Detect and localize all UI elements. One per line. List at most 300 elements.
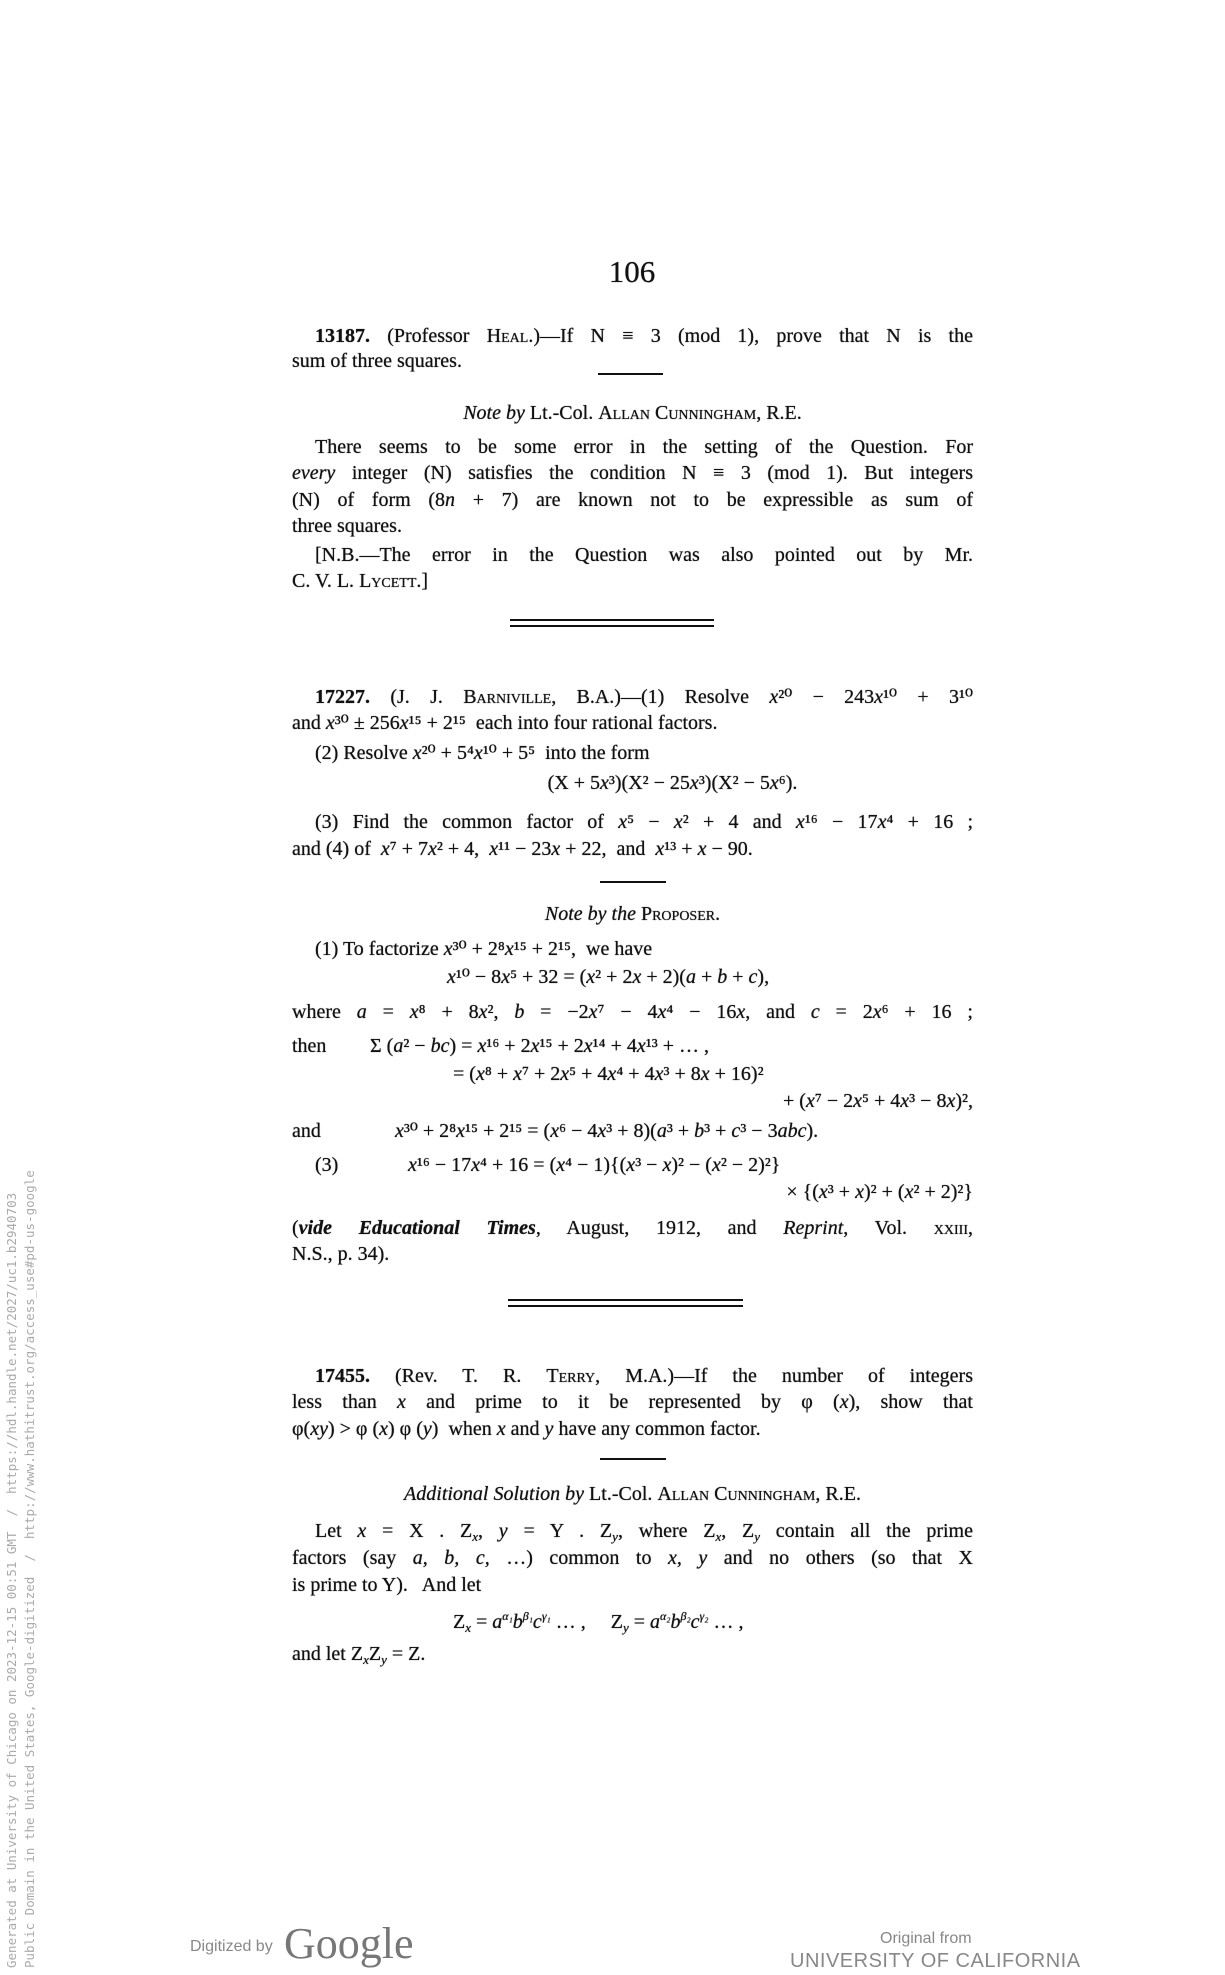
text-line bbox=[292, 1416, 973, 1442]
text-segment: x bbox=[632, 966, 642, 988]
text-segment: y bbox=[498, 1520, 508, 1542]
short-rule bbox=[600, 881, 666, 883]
text-segment: bc bbox=[430, 1035, 450, 1057]
text-segment: ³)(X² − 25 bbox=[608, 772, 690, 794]
question-number: 13187. bbox=[315, 325, 370, 347]
text-segment: ⁴ + 16 = ( bbox=[480, 1154, 557, 1176]
text-segment: x bbox=[380, 838, 390, 860]
author-name: Lycett bbox=[359, 570, 417, 592]
text-segment: ¹³ + bbox=[664, 838, 698, 860]
text-segment: − 90. bbox=[706, 838, 753, 860]
text-segment: .] bbox=[416, 570, 429, 592]
text-line bbox=[292, 487, 973, 513]
author-name: Allan Cunningham bbox=[657, 1483, 816, 1505]
text-line bbox=[292, 1389, 973, 1415]
text-segment: y bbox=[422, 1418, 432, 1440]
text-line bbox=[315, 1152, 395, 1178]
text-segment: (X + 5 bbox=[547, 772, 600, 794]
text-segment: ² − bbox=[403, 1035, 431, 1057]
text-line bbox=[292, 348, 973, 374]
text-line bbox=[292, 1118, 372, 1144]
text-segment: , Z bbox=[721, 1520, 755, 1542]
text-segment: x bbox=[379, 1418, 389, 1440]
text-segment: , Vol. bbox=[843, 1217, 934, 1239]
text-segment: every bbox=[292, 462, 336, 484]
text-segment: x bbox=[711, 1154, 721, 1176]
text-segment: x bbox=[428, 838, 437, 860]
text-segment: (J. J. bbox=[370, 686, 464, 708]
text-segment: x, y bbox=[667, 1547, 708, 1569]
double-rule-top bbox=[510, 619, 714, 621]
text-line bbox=[292, 999, 973, 1025]
text-segment: + bbox=[695, 966, 718, 988]
text-segment: a bbox=[393, 1035, 404, 1057]
text-segment: ⁶ + 16 ; bbox=[881, 1001, 973, 1023]
text-segment: ³ + bbox=[666, 1120, 695, 1142]
text-segment: ⁴ − 16 bbox=[666, 1001, 737, 1023]
text-segment: x bbox=[496, 1418, 506, 1440]
text-segment: x bbox=[855, 1181, 864, 1203]
text-line bbox=[447, 964, 967, 990]
text-segment: x bbox=[900, 1090, 910, 1112]
text-segment: ³ + 8)( bbox=[606, 1120, 657, 1142]
text-segment: ³)(X² − 5 bbox=[698, 772, 770, 794]
text-segment: x bbox=[655, 838, 665, 860]
text-segment: c bbox=[810, 1001, 820, 1023]
text-segment: x bbox=[654, 1063, 664, 1085]
text-segment: x bbox=[599, 772, 609, 794]
text-segment: x bbox=[471, 1154, 481, 1176]
text-segment: = bbox=[471, 1611, 493, 1633]
text-line bbox=[315, 740, 973, 766]
text-line bbox=[315, 684, 973, 710]
text-segment: ¹⁵ + 2¹⁵ = ( bbox=[465, 1120, 551, 1142]
text-segment: γ₂ bbox=[699, 1609, 709, 1623]
text-line bbox=[453, 1609, 973, 1635]
text-segment: x bbox=[363, 1652, 369, 1667]
text-segment: . bbox=[715, 903, 721, 925]
text-segment: ), show that bbox=[848, 1391, 973, 1413]
text-segment: and let Z bbox=[292, 1643, 364, 1665]
text-segment: x bbox=[689, 772, 699, 794]
text-segment: ¹⁶ − 17 bbox=[416, 1154, 472, 1176]
text-segment: ⁴ + 16 ; bbox=[886, 811, 974, 833]
watermark-line-1: Generated at University of Chicago on 2023-12-15 00:51 GMT / https://hdl.handle.net/2027/uc1.b2940703 bbox=[4, 1192, 19, 1968]
text-line bbox=[370, 1033, 970, 1059]
text-segment: ⁵ + 4 bbox=[569, 1063, 608, 1085]
text-segment: (N) of form (8 bbox=[292, 489, 446, 511]
text-segment: have any common factor. bbox=[553, 1418, 761, 1440]
text-line bbox=[292, 1241, 973, 1267]
text-segment: x bbox=[795, 811, 805, 833]
text-segment: Σ ( bbox=[370, 1035, 394, 1057]
text-segment: γ₁ bbox=[541, 1609, 551, 1623]
text-segment: is prime to Y). And let bbox=[292, 1574, 482, 1596]
text-segment: x bbox=[946, 1090, 956, 1112]
question-number: 17227. bbox=[315, 686, 370, 708]
text-segment: ( bbox=[292, 1217, 299, 1239]
text-segment: x bbox=[408, 1154, 417, 1176]
text-segment: + ( bbox=[783, 1090, 806, 1112]
text-segment: (Professor bbox=[370, 325, 487, 347]
text-segment: …) common to bbox=[489, 1547, 668, 1569]
text-segment: ). bbox=[806, 1120, 819, 1142]
text-segment: ¹⁰ + 5⁵ into the form bbox=[482, 742, 650, 764]
text-line bbox=[395, 1118, 975, 1144]
text-segment: + 22, and bbox=[560, 838, 656, 860]
text-segment: ², bbox=[487, 1001, 515, 1023]
text-segment: = bbox=[628, 1611, 650, 1633]
text-segment: vide Educational Times bbox=[298, 1217, 536, 1239]
text-segment: x bbox=[583, 1035, 593, 1057]
text-segment: contain all the prime bbox=[760, 1520, 973, 1542]
text-segment: ⁸ + 8 bbox=[418, 1001, 479, 1023]
text-segment: ³⁰ + 2⁸ bbox=[452, 938, 505, 960]
text-segment: , R.E. bbox=[815, 1483, 861, 1505]
text-segment: x bbox=[409, 1001, 419, 1023]
text-segment: where bbox=[292, 1001, 357, 1023]
digitized-by-label: Digitized by bbox=[190, 1938, 273, 1955]
text-segment: x bbox=[597, 1120, 607, 1142]
text-segment: ³ + bbox=[827, 1181, 856, 1203]
author-name: Barniville bbox=[463, 686, 552, 708]
text-segment: There seems to be some error in the setting of the Question. For bbox=[315, 436, 973, 458]
text-segment: x bbox=[673, 811, 683, 833]
text-segment: φ( bbox=[292, 1418, 311, 1440]
text-segment: (Rev. T. R. bbox=[370, 1365, 547, 1387]
text-segment: = X . Z bbox=[366, 1520, 473, 1542]
text-segment: a, b, c, bbox=[412, 1547, 490, 1569]
text-line bbox=[292, 901, 973, 927]
author-name: Allan Cunningham bbox=[598, 402, 757, 424]
text-segment: x bbox=[477, 1035, 487, 1057]
text-line bbox=[292, 1088, 973, 1114]
text-segment: x bbox=[447, 966, 456, 988]
text-segment: x bbox=[818, 1181, 828, 1203]
author-name: xxiii bbox=[933, 1217, 968, 1239]
text-segment: ² + 4, bbox=[436, 838, 490, 860]
text-line bbox=[315, 323, 973, 349]
text-line bbox=[292, 1481, 973, 1507]
text-segment: b bbox=[694, 1120, 705, 1142]
text-segment: , B.A.)—(1) Resolve bbox=[551, 686, 770, 708]
text-segment: = Y . Z bbox=[507, 1520, 613, 1542]
text-segment: ¹⁴ + 4 bbox=[592, 1035, 637, 1057]
original-from-label: Original from bbox=[880, 1930, 972, 1947]
text-segment: x bbox=[586, 966, 596, 988]
text-segment: ) when bbox=[431, 1418, 497, 1440]
text-segment: y bbox=[754, 1529, 761, 1544]
text-segment: ⁶ − 4 bbox=[559, 1120, 598, 1142]
text-segment: x bbox=[872, 1001, 882, 1023]
text-segment: ³ + 8 bbox=[663, 1063, 701, 1085]
text-segment: then bbox=[292, 1035, 327, 1057]
text-segment: abc bbox=[777, 1120, 807, 1142]
text-segment: x bbox=[662, 1154, 672, 1176]
text-segment: ³⁰ + 2⁸ bbox=[403, 1120, 457, 1142]
text-line bbox=[315, 936, 973, 962]
text-segment: b bbox=[717, 966, 728, 988]
text-segment: x bbox=[412, 742, 422, 764]
text-segment: Z bbox=[368, 1643, 382, 1665]
text-segment: ¹⁵ + 2¹⁵, we have bbox=[513, 938, 653, 960]
text-segment: x bbox=[473, 742, 483, 764]
text-segment: , August, 1912, and bbox=[535, 1217, 784, 1239]
author-name: Terry bbox=[546, 1365, 596, 1387]
text-line bbox=[292, 460, 973, 486]
text-segment: and bbox=[292, 1120, 321, 1142]
page-number: 106 bbox=[608, 254, 656, 289]
text-segment: ⁵ + 4 bbox=[862, 1090, 901, 1112]
text-segment: ¹⁶ + 2 bbox=[486, 1035, 531, 1057]
text-segment: ¹¹ − 23 bbox=[498, 838, 552, 860]
text-line bbox=[292, 568, 973, 594]
text-line bbox=[315, 1518, 973, 1544]
text-segment: ²⁰ + 5⁴ bbox=[421, 742, 474, 764]
text-segment: and no others (so that X bbox=[707, 1547, 973, 1569]
text-segment: Z bbox=[453, 1611, 466, 1633]
text-segment: α₂ bbox=[660, 1609, 671, 1623]
text-segment: ¹⁰ − 8 bbox=[455, 966, 502, 988]
text-segment: ³ − 8 bbox=[909, 1090, 947, 1112]
text-segment: x bbox=[475, 1063, 485, 1085]
text-segment: x bbox=[700, 1063, 710, 1085]
text-segment: x bbox=[530, 1035, 540, 1057]
text-segment: x bbox=[501, 966, 511, 988]
text-segment: ³ + bbox=[704, 1120, 732, 1142]
text-segment: ¹³ + … , bbox=[645, 1035, 710, 1057]
text-line bbox=[292, 1215, 973, 1241]
text-segment: x bbox=[357, 1520, 367, 1542]
text-segment: × {( bbox=[786, 1181, 819, 1203]
text-segment: + 2)( bbox=[641, 966, 686, 988]
text-segment: … , bbox=[708, 1611, 744, 1633]
text-segment: ⁶). bbox=[778, 772, 798, 794]
watermark-line-2: Public Domain in the United States, Google-digitized / http://www.hathitrust.org/access_use#pd-us-google bbox=[22, 1170, 37, 1968]
text-segment: = Z. bbox=[386, 1643, 426, 1665]
text-segment: x bbox=[769, 686, 779, 708]
text-segment: )² − ( bbox=[671, 1154, 712, 1176]
text-line bbox=[292, 836, 973, 862]
text-segment: α₁ bbox=[502, 1609, 513, 1623]
text-segment: y bbox=[544, 1418, 554, 1440]
text-segment: ² + 4 and bbox=[682, 811, 796, 833]
text-line bbox=[315, 434, 973, 460]
text-segment: [N.B.—The error in the Question was also pointed out by Mr. bbox=[315, 544, 973, 566]
text-segment: x bbox=[839, 1391, 849, 1413]
text-segment: ⁷ + 2 bbox=[522, 1063, 561, 1085]
text-segment: .)—If N ≡ 3 (mod 1), prove that N is the bbox=[528, 325, 973, 347]
text-segment: y bbox=[381, 1652, 387, 1667]
text-segment: x bbox=[588, 1001, 598, 1023]
text-segment: integer (N) satisfies the condition N ≡ 3 (mod 1). But integers bbox=[335, 462, 973, 484]
text-segment: x bbox=[489, 838, 499, 860]
institution-name: UNIVERSITY OF CALIFORNIA bbox=[790, 1950, 1081, 1972]
text-segment: ²⁰ − 243 bbox=[778, 686, 875, 708]
text-segment: , M.A.)—If the number of integers bbox=[595, 1365, 973, 1387]
text-segment: … , Z bbox=[550, 1611, 623, 1633]
text-segment: (3) Find the common factor of bbox=[315, 811, 619, 833]
text-segment: x bbox=[657, 1001, 667, 1023]
text-segment: + 16)² bbox=[709, 1063, 764, 1085]
text-segment: (1) To factorize bbox=[315, 938, 444, 960]
text-line bbox=[315, 1363, 973, 1389]
text-segment: ⁷ − 2 bbox=[814, 1090, 854, 1112]
text-segment: ¹⁵ + 2 bbox=[539, 1035, 584, 1057]
text-segment: N.S., p. 34). bbox=[292, 1243, 390, 1265]
text-segment: ⁵ + 32 = ( bbox=[510, 966, 587, 988]
text-segment: three squares. bbox=[292, 515, 402, 537]
text-segment: x bbox=[550, 1120, 560, 1142]
text-line bbox=[315, 542, 973, 568]
text-segment: β₂ bbox=[680, 1609, 691, 1623]
text-segment: b bbox=[512, 1611, 523, 1633]
text-segment: ) > φ ( bbox=[327, 1418, 380, 1440]
text-segment: x bbox=[626, 1154, 636, 1176]
text-line bbox=[292, 1179, 973, 1205]
text-line bbox=[292, 513, 973, 539]
text-segment: C. V. L. bbox=[292, 570, 360, 592]
text-segment: ⁴ + 4 bbox=[616, 1063, 655, 1085]
text-segment: ² + 2)²} bbox=[913, 1181, 973, 1203]
text-segment: ³ − 3 bbox=[740, 1120, 778, 1142]
text-segment: x bbox=[877, 811, 887, 833]
text-segment: x bbox=[560, 1063, 570, 1085]
text-segment: a bbox=[656, 1120, 667, 1142]
text-segment: ⁵ − bbox=[627, 811, 674, 833]
text-segment: less than bbox=[292, 1391, 397, 1413]
text-line bbox=[332, 770, 1013, 796]
text-segment: x bbox=[607, 1063, 617, 1085]
short-rule bbox=[600, 1458, 666, 1460]
question-number: 17455. bbox=[315, 1365, 370, 1387]
text-segment: β₁ bbox=[522, 1609, 533, 1623]
text-line bbox=[292, 710, 973, 736]
text-line bbox=[292, 1545, 973, 1571]
text-segment: ¹⁶ − 17 bbox=[804, 811, 878, 833]
text-segment: = bbox=[366, 1001, 410, 1023]
double-rule-bottom bbox=[508, 1305, 743, 1307]
text-segment: , bbox=[968, 1217, 973, 1239]
text-line bbox=[292, 400, 973, 426]
text-segment: n bbox=[445, 489, 456, 511]
text-segment: x bbox=[395, 1120, 404, 1142]
text-line bbox=[408, 1152, 978, 1178]
text-segment: y bbox=[612, 1529, 618, 1544]
text-segment: Reprint bbox=[783, 1217, 844, 1239]
text-segment: x bbox=[736, 1001, 746, 1023]
text-segment: ² − 2)²} bbox=[720, 1154, 781, 1176]
text-segment: b bbox=[514, 1001, 525, 1023]
text-segment: and bbox=[292, 712, 326, 734]
text-segment: Note by the bbox=[544, 903, 636, 925]
text-segment: x bbox=[874, 686, 884, 708]
text-segment: Note by bbox=[463, 402, 525, 424]
text-segment: ⁸ + bbox=[484, 1063, 514, 1085]
text-segment: Lt.-Col. bbox=[584, 1483, 658, 1505]
text-segment: factors (say bbox=[292, 1547, 413, 1569]
text-segment: a bbox=[685, 966, 696, 988]
text-segment: x bbox=[769, 772, 779, 794]
author-name: Proposer bbox=[640, 903, 716, 925]
text-segment: x bbox=[399, 712, 409, 734]
text-segment: x bbox=[465, 1620, 471, 1635]
text-segment: ¹⁵ + 2¹⁵ each into four rational factors. bbox=[408, 712, 718, 734]
text-segment: Let bbox=[315, 1520, 358, 1542]
text-segment: ), bbox=[757, 966, 770, 988]
text-segment: (3) bbox=[315, 1154, 339, 1176]
text-segment: b bbox=[670, 1611, 681, 1633]
text-segment: x bbox=[513, 1063, 522, 1085]
text-segment: x bbox=[504, 938, 514, 960]
text-segment: x bbox=[715, 1529, 722, 1544]
text-segment: ) = bbox=[449, 1035, 478, 1057]
text-segment: a bbox=[356, 1001, 367, 1023]
text-segment: + 7) are known not to be expressible as sum of bbox=[455, 489, 973, 511]
text-line bbox=[292, 1033, 372, 1059]
text-segment: x bbox=[697, 838, 707, 860]
text-segment: , R.E. bbox=[756, 402, 802, 424]
author-name: Heal bbox=[486, 325, 529, 347]
text-segment: ³ − bbox=[635, 1154, 663, 1176]
text-segment: x bbox=[636, 1035, 646, 1057]
text-segment: y bbox=[622, 1620, 629, 1635]
text-segment: c bbox=[731, 1120, 741, 1142]
text-segment: x bbox=[904, 1181, 914, 1203]
text-segment: ³⁰ ± 256 bbox=[334, 712, 400, 734]
text-segment: c bbox=[532, 1611, 542, 1633]
text-segment: + bbox=[727, 966, 749, 988]
text-segment: x bbox=[618, 811, 628, 833]
text-line bbox=[453, 1061, 973, 1087]
text-segment: = 2 bbox=[819, 1001, 873, 1023]
text-line bbox=[315, 809, 973, 835]
text-segment: c bbox=[748, 966, 758, 988]
text-segment: x bbox=[443, 938, 453, 960]
text-segment: )² + ( bbox=[863, 1181, 905, 1203]
text-segment: = −2 bbox=[524, 1001, 589, 1023]
text-segment: , and bbox=[745, 1001, 811, 1023]
text-segment: x bbox=[805, 1090, 815, 1112]
text-segment: x bbox=[551, 838, 561, 860]
text-segment: x bbox=[325, 712, 335, 734]
text-segment: , bbox=[478, 1520, 499, 1542]
text-segment: )², bbox=[955, 1090, 973, 1112]
text-segment: (2) Resolve bbox=[315, 742, 413, 764]
text-segment: ⁷ − 4 bbox=[597, 1001, 658, 1023]
text-segment: c bbox=[690, 1611, 700, 1633]
text-segment: and bbox=[505, 1418, 545, 1440]
text-segment: = ( bbox=[453, 1063, 476, 1085]
text-segment: , where Z bbox=[617, 1520, 716, 1542]
text-segment: and (4) of bbox=[292, 838, 381, 860]
text-segment: sum of three squares. bbox=[292, 350, 462, 372]
text-segment: ⁴ − 1){( bbox=[565, 1154, 627, 1176]
text-segment: x bbox=[478, 1001, 488, 1023]
text-segment: a bbox=[650, 1611, 660, 1633]
text-segment: ² + 2 bbox=[595, 966, 633, 988]
double-rule-top bbox=[508, 1299, 743, 1301]
text-segment: x bbox=[396, 1391, 406, 1413]
text-segment: Lt.-Col. bbox=[524, 402, 599, 424]
text-segment: ¹⁰ + 3¹⁰ bbox=[883, 686, 974, 708]
text-segment: x bbox=[472, 1529, 479, 1544]
text-segment: and prime to it be represented by φ ( bbox=[405, 1391, 840, 1413]
text-line bbox=[292, 1641, 973, 1667]
double-rule-bottom bbox=[510, 625, 714, 627]
text-segment: Additional Solution by bbox=[404, 1483, 585, 1505]
text-segment: x bbox=[556, 1154, 566, 1176]
